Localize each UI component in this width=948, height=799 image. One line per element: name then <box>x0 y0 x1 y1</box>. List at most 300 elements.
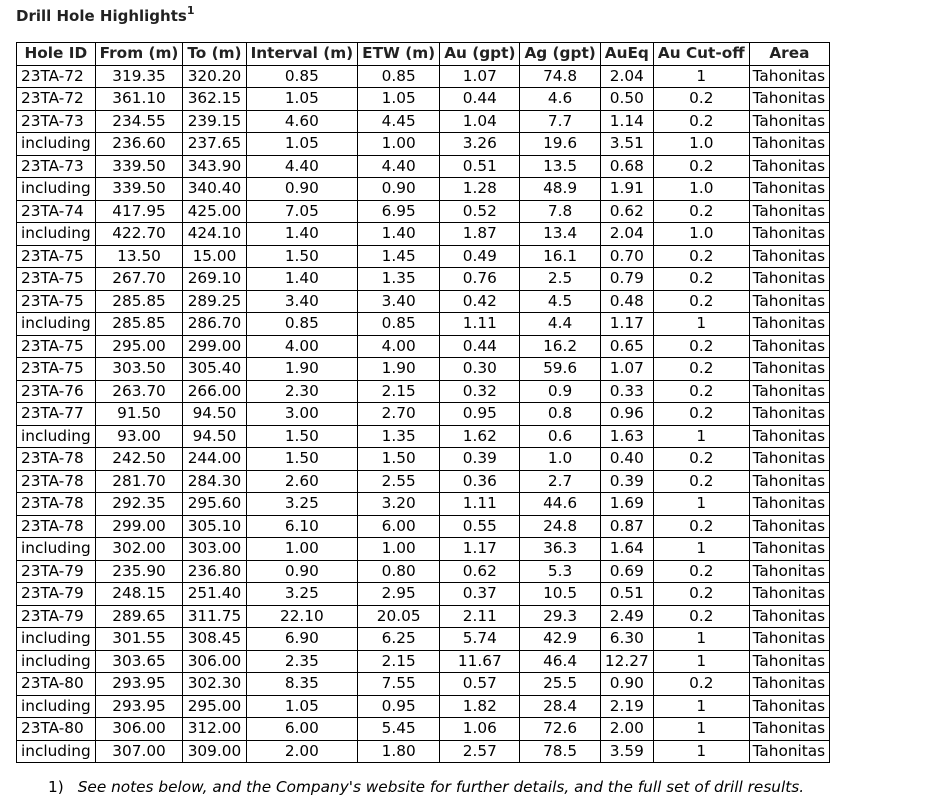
table-cell: 1.90 <box>246 358 358 381</box>
table-cell: 1.14 <box>600 110 653 133</box>
table-cell: Tahonitas <box>749 673 830 696</box>
table-cell: Tahonitas <box>749 290 830 313</box>
table-cell: 235.90 <box>95 560 183 583</box>
table-cell: Tahonitas <box>749 493 830 516</box>
table-cell: 13.4 <box>520 223 600 246</box>
table-cell: 1.0 <box>520 448 600 471</box>
table-cell: 1 <box>653 538 749 561</box>
table-cell: 1.63 <box>600 425 653 448</box>
table-cell: 3.20 <box>358 493 440 516</box>
table-cell: Tahonitas <box>749 110 830 133</box>
table-cell: 23TA-72 <box>17 65 96 88</box>
table-cell: 1.0 <box>653 178 749 201</box>
table-cell: 7.7 <box>520 110 600 133</box>
table-cell: 29.3 <box>520 605 600 628</box>
table-header-row <box>17 43 830 66</box>
table-cell: 23TA-78 <box>17 448 96 471</box>
table-cell: 23TA-75 <box>17 268 96 291</box>
table-cell: Tahonitas <box>749 88 830 111</box>
table-cell: 0.36 <box>440 470 520 493</box>
table-cell: 4.5 <box>520 290 600 313</box>
table-cell: 0.2 <box>653 358 749 381</box>
table-cell: 308.45 <box>183 628 246 651</box>
table-cell: 281.70 <box>95 470 183 493</box>
table-cell: Tahonitas <box>749 740 830 763</box>
table-cell: 1 <box>653 65 749 88</box>
table-cell: 319.35 <box>95 65 183 88</box>
table-cell: 0.2 <box>653 110 749 133</box>
table-cell: 269.10 <box>183 268 246 291</box>
table-cell: 303.65 <box>95 650 183 673</box>
table-cell: 1.00 <box>358 133 440 156</box>
table-cell: 0.2 <box>653 200 749 223</box>
table-cell: 1.40 <box>358 223 440 246</box>
table-cell: 1.87 <box>440 223 520 246</box>
table-cell: 0.76 <box>440 268 520 291</box>
table-cell: 2.00 <box>600 718 653 741</box>
table-cell: 4.45 <box>358 110 440 133</box>
table-cell: 12.27 <box>600 650 653 673</box>
table-cell: 6.95 <box>358 200 440 223</box>
table-cell: 0.2 <box>653 560 749 583</box>
table-cell: 0.33 <box>600 380 653 403</box>
column-header: Au Cut-off <box>653 43 749 66</box>
table-cell: 0.79 <box>600 268 653 291</box>
table-cell: 2.15 <box>358 650 440 673</box>
title-footnote-ref: 1 <box>186 4 195 17</box>
table-cell: 23TA-72 <box>17 88 96 111</box>
table-cell: 0.2 <box>653 88 749 111</box>
table-cell: 3.26 <box>440 133 520 156</box>
table-cell: 94.50 <box>183 425 246 448</box>
table-row <box>17 718 830 741</box>
table-cell: 0.90 <box>246 560 358 583</box>
table-row <box>17 380 830 403</box>
table-cell: 0.2 <box>653 583 749 606</box>
table-cell: 234.55 <box>95 110 183 133</box>
table-cell: 0.2 <box>653 335 749 358</box>
table-cell: including <box>17 740 96 763</box>
table-cell: 1.00 <box>358 538 440 561</box>
table-cell: 23TA-75 <box>17 290 96 313</box>
table-row <box>17 335 830 358</box>
table-cell: Tahonitas <box>749 470 830 493</box>
table-row <box>17 628 830 651</box>
table-cell: 285.85 <box>95 290 183 313</box>
table-cell: 6.25 <box>358 628 440 651</box>
table-cell: 23TA-80 <box>17 718 96 741</box>
table-cell: 22.10 <box>246 605 358 628</box>
table-row <box>17 88 830 111</box>
title-text: Drill Hole Highlights <box>16 7 187 25</box>
table-cell: 0.9 <box>520 380 600 403</box>
table-cell: 0.80 <box>358 560 440 583</box>
column-header: Area <box>749 43 830 66</box>
table-cell: 0.2 <box>653 268 749 291</box>
table-row <box>17 290 830 313</box>
table-cell: 3.59 <box>600 740 653 763</box>
table-cell: 422.70 <box>95 223 183 246</box>
table-cell: Tahonitas <box>749 245 830 268</box>
table-cell: 3.25 <box>246 493 358 516</box>
table-cell: 2.5 <box>520 268 600 291</box>
table-cell: 11.67 <box>440 650 520 673</box>
table-cell: 1 <box>653 493 749 516</box>
table-cell: 1.07 <box>600 358 653 381</box>
table-cell: 23TA-74 <box>17 200 96 223</box>
table-cell: 13.50 <box>95 245 183 268</box>
table-cell: 284.30 <box>183 470 246 493</box>
table-cell: 2.70 <box>358 403 440 426</box>
table-cell: 1.35 <box>358 268 440 291</box>
table-cell: Tahonitas <box>749 313 830 336</box>
table-cell: 94.50 <box>183 403 246 426</box>
table-cell: 1.17 <box>440 538 520 561</box>
table-cell: Tahonitas <box>749 560 830 583</box>
table-cell: Tahonitas <box>749 538 830 561</box>
table-cell: including <box>17 538 96 561</box>
table-cell: 1.05 <box>246 133 358 156</box>
table-row <box>17 268 830 291</box>
table-cell: Tahonitas <box>749 200 830 223</box>
table-cell: 0.90 <box>246 178 358 201</box>
table-cell: 1 <box>653 650 749 673</box>
column-header: Ag (gpt) <box>520 43 600 66</box>
table-cell: 7.05 <box>246 200 358 223</box>
table-cell: 0.39 <box>440 448 520 471</box>
table-cell: 301.55 <box>95 628 183 651</box>
table-cell: Tahonitas <box>749 515 830 538</box>
table-cell: 248.15 <box>95 583 183 606</box>
table-row <box>17 313 830 336</box>
table-cell: 78.5 <box>520 740 600 763</box>
table-cell: 292.35 <box>95 493 183 516</box>
table-cell: 293.95 <box>95 673 183 696</box>
table-cell: 13.5 <box>520 155 600 178</box>
table-cell: 48.9 <box>520 178 600 201</box>
table-cell: including <box>17 425 96 448</box>
table-row <box>17 560 830 583</box>
table-cell: 1 <box>653 740 749 763</box>
table-cell: 23TA-79 <box>17 560 96 583</box>
table-cell: 2.95 <box>358 583 440 606</box>
table-cell: 244.00 <box>183 448 246 471</box>
table-cell: 0.2 <box>653 290 749 313</box>
table-cell: 1.50 <box>246 245 358 268</box>
table-row <box>17 425 830 448</box>
table-row <box>17 673 830 696</box>
table-cell: 0.68 <box>600 155 653 178</box>
table-cell: including <box>17 695 96 718</box>
table-cell: 2.60 <box>246 470 358 493</box>
table-cell: 289.65 <box>95 605 183 628</box>
table-cell: 1.06 <box>440 718 520 741</box>
table-cell: 0.95 <box>440 403 520 426</box>
table-cell: 16.1 <box>520 245 600 268</box>
table-cell: 0.85 <box>246 313 358 336</box>
table-cell: Tahonitas <box>749 133 830 156</box>
table-cell: Tahonitas <box>749 425 830 448</box>
table-cell: 46.4 <box>520 650 600 673</box>
table-cell: 362.15 <box>183 88 246 111</box>
table-cell: 0.30 <box>440 358 520 381</box>
table-cell: 72.6 <box>520 718 600 741</box>
table-cell: 7.8 <box>520 200 600 223</box>
table-cell: 2.11 <box>440 605 520 628</box>
table-cell: 0.6 <box>520 425 600 448</box>
table-cell: 1 <box>653 425 749 448</box>
table-cell: 2.19 <box>600 695 653 718</box>
table-cell: 1.11 <box>440 493 520 516</box>
table-cell: 0.40 <box>600 448 653 471</box>
table-cell: Tahonitas <box>749 358 830 381</box>
table-cell: 3.40 <box>358 290 440 313</box>
table-cell: 0.95 <box>358 695 440 718</box>
table-cell: 5.45 <box>358 718 440 741</box>
table-cell: 1.82 <box>440 695 520 718</box>
column-header: Interval (m) <box>246 43 358 66</box>
table-cell: 1.69 <box>600 493 653 516</box>
table-cell: Tahonitas <box>749 583 830 606</box>
table-cell: 0.2 <box>653 155 749 178</box>
table-cell: 4.6 <box>520 88 600 111</box>
table-cell: 1.45 <box>358 245 440 268</box>
table-cell: 251.40 <box>183 583 246 606</box>
table-cell: 236.80 <box>183 560 246 583</box>
table-cell: 295.00 <box>183 695 246 718</box>
table-cell: 23TA-75 <box>17 245 96 268</box>
table-cell: 42.9 <box>520 628 600 651</box>
table-cell: including <box>17 650 96 673</box>
table-cell: 303.00 <box>183 538 246 561</box>
table-cell: 0.50 <box>600 88 653 111</box>
table-row <box>17 650 830 673</box>
column-header: From (m) <box>95 43 183 66</box>
table-cell: 10.5 <box>520 583 600 606</box>
table-cell: 0.55 <box>440 515 520 538</box>
table-cell: 91.50 <box>95 403 183 426</box>
table-cell: 311.75 <box>183 605 246 628</box>
table-cell: 293.95 <box>95 695 183 718</box>
table-cell: 285.85 <box>95 313 183 336</box>
table-cell: 0.51 <box>440 155 520 178</box>
table-cell: 1.50 <box>246 448 358 471</box>
table-cell: Tahonitas <box>749 605 830 628</box>
table-cell: 19.6 <box>520 133 600 156</box>
table-cell: 0.69 <box>600 560 653 583</box>
table-cell: 1.28 <box>440 178 520 201</box>
table-cell: 6.10 <box>246 515 358 538</box>
table-cell: 1.11 <box>440 313 520 336</box>
table-cell: 2.15 <box>358 380 440 403</box>
table-cell: 2.57 <box>440 740 520 763</box>
table-cell: 0.42 <box>440 290 520 313</box>
column-header: To (m) <box>183 43 246 66</box>
table-cell: 1.17 <box>600 313 653 336</box>
table-cell: 305.40 <box>183 358 246 381</box>
table-body <box>17 65 830 763</box>
table-cell: Tahonitas <box>749 403 830 426</box>
table-cell: 44.6 <box>520 493 600 516</box>
table-cell: 2.04 <box>600 223 653 246</box>
table-row <box>17 358 830 381</box>
table-cell: 24.8 <box>520 515 600 538</box>
table-cell: 23TA-78 <box>17 493 96 516</box>
table-cell: 6.00 <box>358 515 440 538</box>
table-cell: 5.3 <box>520 560 600 583</box>
table-cell: 3.25 <box>246 583 358 606</box>
table-cell: 23TA-79 <box>17 605 96 628</box>
table-cell: 267.70 <box>95 268 183 291</box>
table-cell: 4.4 <box>520 313 600 336</box>
table-row <box>17 470 830 493</box>
table-cell: 0.90 <box>600 673 653 696</box>
table-cell: 0.52 <box>440 200 520 223</box>
table-cell: 1.05 <box>246 695 358 718</box>
table-cell: 302.30 <box>183 673 246 696</box>
table-cell: 23TA-78 <box>17 470 96 493</box>
table-cell: 0.8 <box>520 403 600 426</box>
table-cell: 23TA-79 <box>17 583 96 606</box>
table-cell: 1.05 <box>358 88 440 111</box>
table-cell: 1.00 <box>246 538 358 561</box>
table-cell: 0.70 <box>600 245 653 268</box>
table-cell: 2.7 <box>520 470 600 493</box>
table-cell: 3.40 <box>246 290 358 313</box>
table-cell: 0.2 <box>653 448 749 471</box>
table-cell: 306.00 <box>183 650 246 673</box>
table-cell: 1.0 <box>653 223 749 246</box>
table-cell: 1.07 <box>440 65 520 88</box>
table-cell: 4.00 <box>358 335 440 358</box>
table-cell: 0.32 <box>440 380 520 403</box>
table-cell: 16.2 <box>520 335 600 358</box>
table-cell: 3.51 <box>600 133 653 156</box>
table-cell: 1 <box>653 695 749 718</box>
table-cell: including <box>17 133 96 156</box>
table-cell: 0.85 <box>358 65 440 88</box>
table-cell: 23TA-78 <box>17 515 96 538</box>
table-cell: 1.64 <box>600 538 653 561</box>
table-cell: 23TA-73 <box>17 110 96 133</box>
table-cell: 15.00 <box>183 245 246 268</box>
table-row <box>17 695 830 718</box>
table-cell: 2.49 <box>600 605 653 628</box>
footnote <box>48 778 804 796</box>
table-cell: 59.6 <box>520 358 600 381</box>
table-cell: 0.57 <box>440 673 520 696</box>
table-row <box>17 538 830 561</box>
page-title <box>16 5 194 25</box>
table-cell: 0.44 <box>440 88 520 111</box>
table-cell: 302.00 <box>95 538 183 561</box>
table-cell: 0.49 <box>440 245 520 268</box>
table-cell: 236.60 <box>95 133 183 156</box>
table-cell: 0.48 <box>600 290 653 313</box>
table-cell: 343.90 <box>183 155 246 178</box>
table-cell: 1.0 <box>653 133 749 156</box>
table-cell: 23TA-75 <box>17 335 96 358</box>
table-cell: 1.05 <box>246 88 358 111</box>
table-cell: 340.40 <box>183 178 246 201</box>
table-cell: Tahonitas <box>749 448 830 471</box>
table-cell: Tahonitas <box>749 335 830 358</box>
table-cell: 23TA-77 <box>17 403 96 426</box>
table-cell: 1 <box>653 718 749 741</box>
table-cell: 0.85 <box>246 65 358 88</box>
column-header: ETW (m) <box>358 43 440 66</box>
table-cell: 20.05 <box>358 605 440 628</box>
table-cell: 1.50 <box>246 425 358 448</box>
table-row <box>17 178 830 201</box>
table-cell: 1.40 <box>246 268 358 291</box>
table-row <box>17 245 830 268</box>
table-cell: 0.96 <box>600 403 653 426</box>
table-cell: 2.00 <box>246 740 358 763</box>
table-cell: 1.80 <box>358 740 440 763</box>
table-cell: 0.2 <box>653 470 749 493</box>
table-cell: 0.37 <box>440 583 520 606</box>
table-cell: 6.30 <box>600 628 653 651</box>
table-cell: 7.55 <box>358 673 440 696</box>
table-cell: Tahonitas <box>749 695 830 718</box>
table-row <box>17 515 830 538</box>
table-cell: 0.85 <box>358 313 440 336</box>
table-cell: Tahonitas <box>749 178 830 201</box>
table-cell: Tahonitas <box>749 223 830 246</box>
table-cell: 309.00 <box>183 740 246 763</box>
table-cell: 8.35 <box>246 673 358 696</box>
table-cell: 306.00 <box>95 718 183 741</box>
table-row <box>17 448 830 471</box>
table-cell: including <box>17 223 96 246</box>
table-cell: 2.55 <box>358 470 440 493</box>
table-row <box>17 493 830 516</box>
table-cell: 312.00 <box>183 718 246 741</box>
table-cell: Tahonitas <box>749 380 830 403</box>
table-cell: 424.10 <box>183 223 246 246</box>
table-cell: 0.51 <box>600 583 653 606</box>
table-cell: 307.00 <box>95 740 183 763</box>
table-cell: 0.62 <box>600 200 653 223</box>
column-header: AuEq <box>600 43 653 66</box>
table-cell: 295.00 <box>95 335 183 358</box>
table-cell: Tahonitas <box>749 718 830 741</box>
table-cell: 23TA-73 <box>17 155 96 178</box>
table-cell: 36.3 <box>520 538 600 561</box>
table-cell: 74.8 <box>520 65 600 88</box>
table-cell: 1.90 <box>358 358 440 381</box>
table-cell: 2.30 <box>246 380 358 403</box>
table-cell: 23TA-76 <box>17 380 96 403</box>
table-cell: 0.62 <box>440 560 520 583</box>
table-cell: 2.35 <box>246 650 358 673</box>
table-row <box>17 65 830 88</box>
table-row <box>17 223 830 246</box>
table-cell: 305.10 <box>183 515 246 538</box>
table-cell: 239.15 <box>183 110 246 133</box>
table-cell: 0.2 <box>653 380 749 403</box>
table-cell: 0.2 <box>653 605 749 628</box>
table-row <box>17 200 830 223</box>
table-cell: 0.2 <box>653 245 749 268</box>
table-cell: 0.2 <box>653 515 749 538</box>
table-row <box>17 605 830 628</box>
drill-hole-table <box>16 42 830 763</box>
footnote-number: 1) <box>48 778 64 796</box>
column-header: Hole ID <box>17 43 96 66</box>
table-cell: 1 <box>653 628 749 651</box>
